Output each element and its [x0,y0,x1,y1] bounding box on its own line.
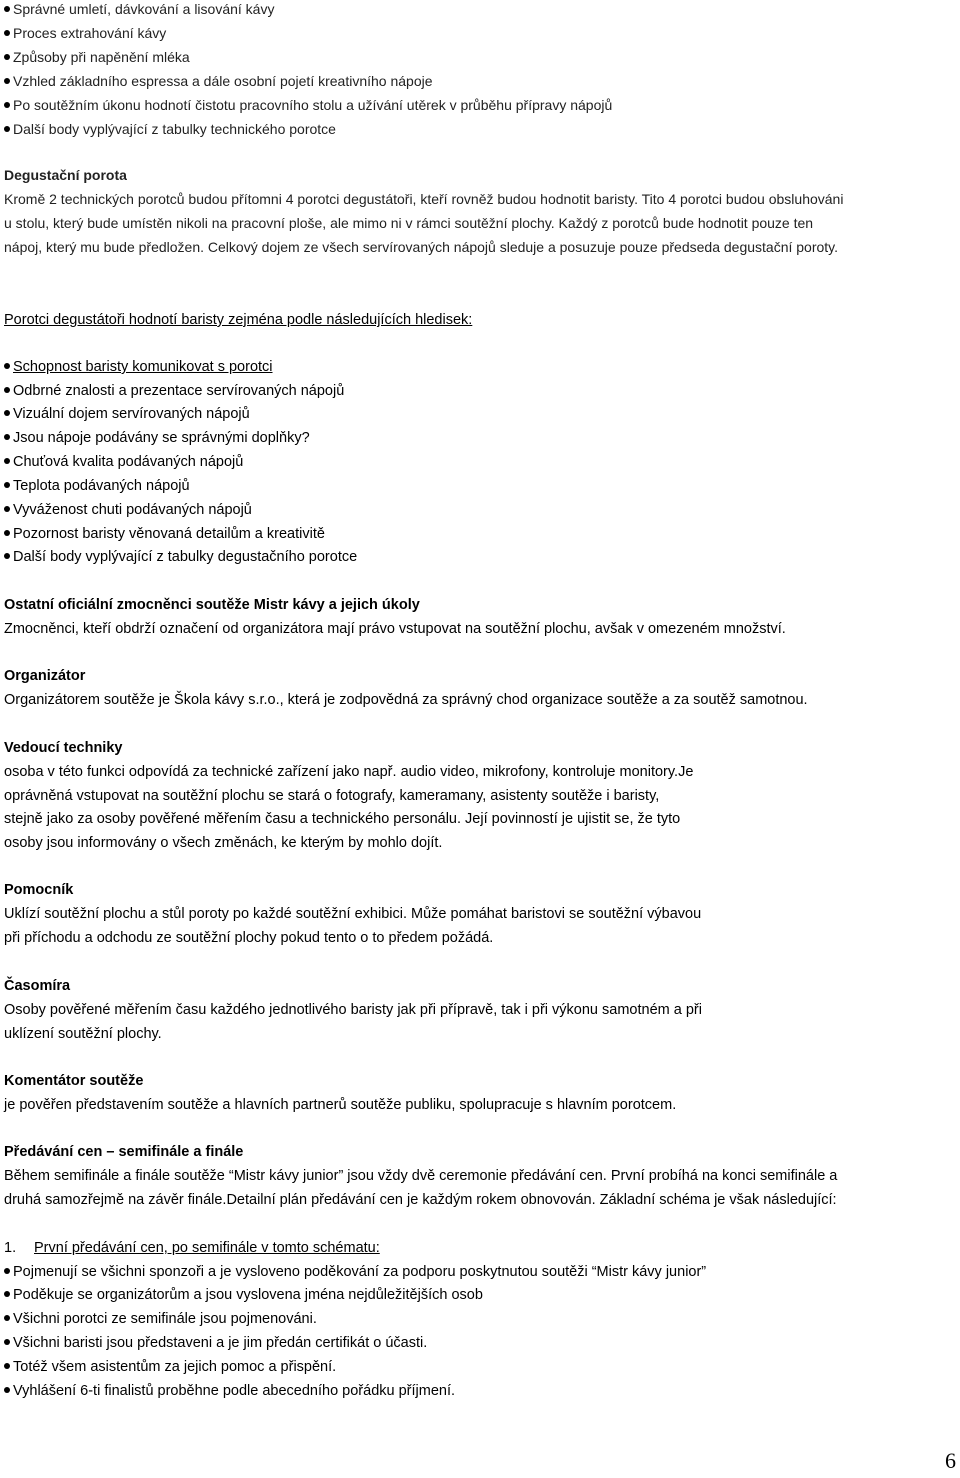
bullet-icon [4,102,10,108]
paragraph-line: druhá samozřejmě na závěr finále.Detailní plán předávání cen je každým rokem obnovován. Základní schéma je však následující: [4,1192,837,1208]
list-item: Chuťová kvalita podávaných nápojů [4,453,243,471]
list-item: Všichni porotci ze semifinále jsou pojmenováni. [4,1310,317,1328]
list-item: Odbrné znalosti a prezentace servírovaných nápojů [4,382,344,400]
list-item: Poděkuje se organizátorům a jsou vyslovena jména nejdůležitějších osob [4,1286,483,1304]
bullet-icon [4,410,10,416]
list-item: Jsou nápoje podávány se správnými doplňky? [4,429,310,447]
bullet-icon [4,363,10,369]
paragraph-line: u stolu, který bude umístěn nikoli na pracovní ploše, ale mimo ni v rámci soutěžní plochy. Každý z porotců bude hodnotit pouze ten [4,215,814,231]
paragraph-line: Během semifinále a finále soutěže “Mistr kávy junior” jsou vždy dvě ceremonie předávání cen. První probíhá na konci semifinále a [4,1168,838,1184]
list-item: Proces extrahování kávy [4,24,166,42]
bullet-icon [4,1387,10,1393]
paragraph-line: uklízení soutěžní plochy. [4,1026,162,1042]
list-item: Pojmenují se všichni sponzoři a je vysloveno poděkování za podporu poskytnutou soutěži “Mistr kávy junior” [4,1263,706,1281]
list-item: Po soutěžním úkonu hodnotí čistotu pracovního stolu a užívání utěrek v průběhu přípravy nápojů [4,96,612,114]
section-heading-degustacni: Degustační porota [4,167,127,183]
bullet-icon [4,530,10,536]
paragraph-line: při příchodu a odchodu ze soutěžní plochy pokud tento o to předem požádá. [4,930,494,946]
paragraph-line: Organizátorem soutěže je Škola kávy s.r.o., která je zodpovědná za správný chod organizace soutěže a za soutěž samotnou. [4,692,808,708]
list-item: Vyváženost chuti podávaných nápojů [4,501,252,519]
section-heading-pomocnik: Pomocník [4,882,74,898]
paragraph-line: Uklízí soutěžní plochu a stůl poroty po každé soutěžní exhibici. Může pomáhat baristovi se soutěžní výbavou [4,906,702,922]
numbered-item: 1. První předávání cen, po semifinále v tomto schématu: [4,1240,380,1256]
bullet-icon [4,126,10,132]
bullet-icon [4,482,10,488]
bullet-icon [4,506,10,512]
bullet-icon [4,434,10,440]
list-item: Totéž všem asistentům za jejich pomoc a přispění. [4,1358,336,1376]
bullet-icon [4,6,10,12]
bullet-icon [4,458,10,464]
list-item: Způsoby při napěnění mléka [4,48,190,66]
section-heading-komentator: Komentátor soutěže [4,1073,144,1089]
paragraph-line: nápoj, který mu bude předložen. Celkový dojem ze všech servírovaných nápojů sleduje a posuzuje pouze předseda degustační poroty. [4,239,839,255]
list-item: Správné umletí, dávkování a lisování kávy [4,0,274,18]
list-item: Teplota podávaných nápojů [4,477,190,495]
list-item: Schopnost baristy komunikovat s porotci [4,358,273,376]
bullet-icon [4,553,10,559]
paragraph-line: stejně jako za osoby pověřené měřením času a technického personálu. Její povinností je ujistit se, že tyto [4,811,681,827]
list-item: Další body vyplývající z tabulky technického porotce [4,120,336,138]
list-item: Pozornost baristy věnovaná detailům a kreativitě [4,525,325,543]
section-heading-casomira: Časomíra [4,978,71,994]
bullet-icon [4,1339,10,1345]
section-heading-predavani-cen: Předávání cen – semifinále a finále [4,1144,244,1160]
section-heading-vedouci-techniky: Vedoucí techniky [4,740,123,756]
criteria-heading: Porotci degustátoři hodnotí baristy zejména podle následujících hledisek: [4,312,473,328]
bullet-icon [4,387,10,393]
bullet-icon [4,1363,10,1369]
bullet-icon [4,1291,10,1297]
bullet-icon [4,1315,10,1321]
list-item: Vizuální dojem servírovaných nápojů [4,405,250,423]
section-heading-organizator: Organizátor [4,668,86,684]
bullet-icon [4,78,10,84]
section-heading-zmocnenci: Ostatní oficiální zmocněnci soutěže Mistr kávy a jejich úkoly [4,597,420,613]
paragraph-line: Osoby pověřené měřením času každého jednotlivého baristy jak při přípravě, tak i při výkonu samotném a při [4,1002,702,1018]
paragraph-line: oprávněná vstupovat na soutěžní plochu se stará o fotografy, kameramany, asistenty soutěže i baristy, [4,788,660,804]
paragraph-line: osoba v této funkci odpovídá za technické zařízení jako např. audio video, mikrofony, kontroluje monitory.Je [4,764,694,780]
paragraph-line: osoby jsou informovány o všech změnách, ke kterým by mohlo dojít. [4,835,443,851]
page-number: 6 [945,1448,956,1473]
list-item: Všichni baristi jsou představeni a je jim předán certifikát o účasti. [4,1334,427,1352]
bullet-icon [4,30,10,36]
paragraph-line: Kromě 2 technických porotců budou přítomni 4 porotci degustátoři, kteří rovněž budou hodnotit baristy. Tito 4 porotci budou obsluhováni [4,191,844,207]
list-item: Vzhled základního espressa a dále osobní pojetí kreativního nápoje [4,72,433,90]
bullet-icon [4,1268,10,1274]
list-item: Vyhlášení 6-ti finalistů proběhne podle abecedního pořádku příjmení. [4,1382,455,1400]
paragraph-line: je pověřen představením soutěže a hlavních partnerů soutěže publiku, spolupracuje s hlavním porotcem. [4,1097,677,1113]
list-item: Další body vyplývající z tabulky degustačního porotce [4,548,357,566]
bullet-icon [4,54,10,60]
paragraph-line: Zmocněnci, kteří obdrží označení od organizátora mají právo vstupovat na soutěžní plochu, avšak v omezeném množství. [4,621,786,637]
